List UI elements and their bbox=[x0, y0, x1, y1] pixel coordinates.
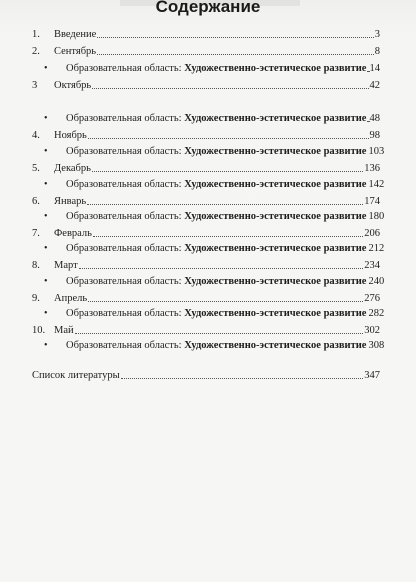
entry-number: 2. bbox=[32, 46, 40, 57]
subentry-label bbox=[66, 145, 366, 159]
bullet-marker: • bbox=[44, 179, 48, 190]
toc-subentry bbox=[32, 210, 385, 224]
subentry-page-number: 103 bbox=[368, 146, 385, 157]
dot-leader bbox=[93, 227, 363, 237]
bullet-marker: • bbox=[44, 308, 48, 319]
toc-entry bbox=[32, 79, 380, 93]
entry-label: Сентябрь bbox=[54, 46, 97, 57]
dot-leader bbox=[75, 324, 364, 334]
subentry-label bbox=[66, 210, 366, 224]
area-name: Художественно-эстетическое развитие bbox=[184, 179, 367, 190]
entry-label: Декабрь bbox=[54, 163, 91, 174]
page-title: Содержание bbox=[155, 0, 261, 16]
subentry-label bbox=[66, 178, 366, 192]
bullet-marker: • bbox=[44, 63, 48, 74]
dot-leader bbox=[121, 369, 364, 379]
entry-label: Апрель bbox=[54, 293, 88, 304]
entry-page-number: 174 bbox=[364, 196, 380, 207]
subentry-label bbox=[66, 307, 366, 321]
toc-entry bbox=[32, 162, 380, 176]
area-prefix: Образовательная область: bbox=[66, 243, 182, 254]
bullet-marker: • bbox=[44, 211, 48, 222]
dot-leader bbox=[87, 195, 363, 205]
area-prefix: Образовательная область: bbox=[66, 63, 182, 74]
area-name: Художественно-эстетическое развитие bbox=[184, 308, 367, 319]
area-name: Художественно-эстетическое развитие bbox=[184, 276, 367, 287]
bullet-marker: • bbox=[44, 146, 48, 157]
subentry-page-number: 282 bbox=[368, 308, 385, 319]
toc-entry bbox=[32, 324, 380, 338]
entry-number: 10. bbox=[32, 325, 46, 336]
area-prefix: Образовательная область: bbox=[66, 276, 182, 287]
entry-page-number: 234 bbox=[364, 260, 380, 271]
entry-label: Январь bbox=[54, 196, 87, 207]
entry-number: 8. bbox=[32, 260, 40, 271]
bullet-marker: • bbox=[44, 113, 48, 124]
toc-entry bbox=[32, 292, 380, 306]
dot-leader bbox=[92, 79, 368, 89]
dot-leader bbox=[88, 292, 363, 302]
toc-subentry bbox=[32, 145, 385, 159]
toc-subentry bbox=[32, 242, 385, 256]
bullet-marker: • bbox=[44, 276, 48, 287]
table-of-contents bbox=[32, 0, 385, 582]
toc-subentry bbox=[32, 339, 385, 353]
dot-leader bbox=[88, 129, 369, 139]
toc-entry bbox=[32, 28, 380, 42]
bibliography-entry bbox=[32, 369, 380, 383]
entry-number: 1. bbox=[32, 29, 40, 40]
toc-subentry bbox=[32, 112, 380, 126]
toc-entry bbox=[32, 227, 380, 241]
toc-entry bbox=[32, 45, 380, 59]
toc-subentry bbox=[32, 307, 385, 321]
area-prefix: Образовательная область: bbox=[66, 308, 182, 319]
entry-page-number: 3 bbox=[374, 29, 380, 40]
bibliography-page-number: 347 bbox=[364, 370, 380, 381]
dot-leader bbox=[97, 28, 373, 38]
entry-page-number: 302 bbox=[364, 325, 380, 336]
toc-subentry bbox=[32, 62, 380, 76]
entry-number: 5. bbox=[32, 163, 40, 174]
entry-number: 6. bbox=[32, 196, 40, 207]
entry-number: 3 bbox=[32, 80, 38, 91]
entry-page-number: 8 bbox=[374, 46, 380, 57]
entry-label: Введение bbox=[54, 29, 97, 40]
toc-subentry bbox=[32, 178, 385, 192]
toc-entry bbox=[32, 129, 380, 143]
dot-leader bbox=[79, 259, 364, 269]
area-prefix: Образовательная область: bbox=[66, 340, 182, 351]
subentry-label bbox=[66, 339, 366, 353]
area-prefix: Образовательная область: bbox=[66, 211, 182, 222]
toc-entry bbox=[32, 195, 380, 209]
entry-page-number: 276 bbox=[364, 293, 380, 304]
subentry-page-number: 14 bbox=[369, 63, 380, 74]
toc-subentry bbox=[32, 275, 385, 289]
entry-number: 9. bbox=[32, 293, 40, 304]
subentry-page-number: 308 bbox=[368, 340, 385, 351]
subentry-page-number: 180 bbox=[368, 211, 385, 222]
subentry-page-number: 48 bbox=[369, 113, 380, 124]
area-name: Художественно-эстетическое развитие bbox=[184, 113, 367, 124]
entry-page-number: 98 bbox=[369, 130, 380, 141]
dot-leader bbox=[97, 45, 374, 55]
area-prefix: Образовательная область: bbox=[66, 113, 182, 124]
dot-leader bbox=[92, 162, 363, 172]
toc-entry bbox=[32, 259, 380, 273]
entry-label: Март bbox=[54, 260, 78, 271]
area-prefix: Образовательная область: bbox=[66, 179, 182, 190]
area-prefix: Образовательная область: bbox=[66, 146, 182, 157]
subentry-label bbox=[66, 275, 366, 289]
entry-page-number: 206 bbox=[364, 228, 380, 239]
entry-number: 7. bbox=[32, 228, 40, 239]
subentry-label bbox=[66, 242, 366, 256]
entry-label: Октябрь bbox=[54, 80, 92, 91]
area-name: Художественно-эстетическое развитие bbox=[184, 340, 367, 351]
bullet-marker: • bbox=[44, 243, 48, 254]
bibliography-label: Список литературы bbox=[32, 370, 120, 381]
area-name: Художественно-эстетическое развитие bbox=[184, 146, 367, 157]
subentry-page-number: 212 bbox=[368, 243, 385, 254]
bullet-marker: • bbox=[44, 340, 48, 351]
subentry-label bbox=[66, 62, 366, 76]
entry-label: Ноябрь bbox=[54, 130, 87, 141]
subentry-page-number: 142 bbox=[368, 179, 385, 190]
area-name: Художественно-эстетическое развитие bbox=[184, 211, 367, 222]
subentry-label bbox=[66, 112, 366, 126]
area-name: Художественно-эстетическое развитие bbox=[184, 63, 367, 74]
entry-page-number: 136 bbox=[364, 163, 380, 174]
dot-leader bbox=[367, 62, 368, 72]
entry-label: Февраль bbox=[54, 228, 92, 239]
subentry-page-number: 240 bbox=[368, 276, 385, 287]
dot-leader bbox=[367, 112, 368, 122]
entry-page-number: 42 bbox=[369, 80, 380, 91]
area-name: Художественно-эстетическое развитие bbox=[184, 243, 367, 254]
entry-number: 4. bbox=[32, 130, 40, 141]
entry-label: Май bbox=[54, 325, 74, 336]
